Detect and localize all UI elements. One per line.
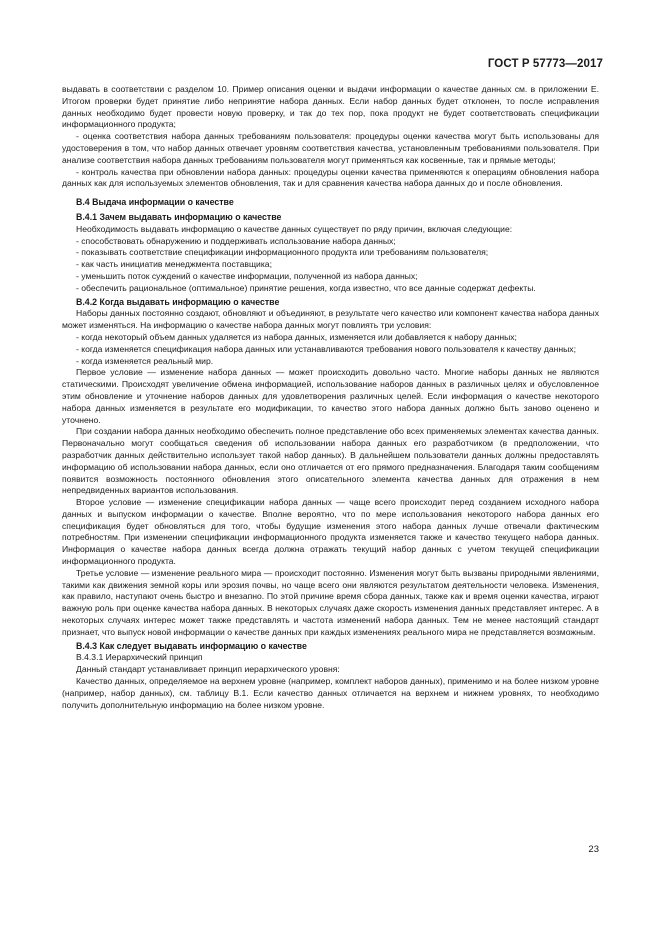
clause-title: В.4.3.1 Иерархический принцип (76, 652, 203, 663)
page-body (62, 84, 599, 711)
paragraph: Первое условие — изменение набора данных — может происходить довольно часто. Многие наборы данных не являются статическими. Происходят увеличение обмена информацией, использование наборов данных в различных целях и обусловленное этим обновление и уточнение наборов данных для удовлетворения различных целей. Если информация о качестве некоторого набора данных изменяется в результате его модификации, то качество этого набора данных должно быть заново оценено и уточнено. (62, 367, 599, 425)
paragraph: Третье условие — изменение реального мира — происходит постоянно. Изменения могут быть вызваны природными явлениями, такими как движения земной коры или эрозия почвы, но чаще всего они являются результатом деятельности человека. Изменения, как правило, наступают очень быстро и внезапно. По этой причине время сбора данных, также как и время оценки качества, играют важную роль при оценке качества набора данных. В некоторых случаях даже скорость изменения данных представляет интерес. А в некоторых случаях интерес может также представлять и частота изменений набора данных. Тем не менее настоящий стандарт признает, что выпуск новой информации о качестве данных при каждых изменениях реального мира не представляется возможным. (62, 567, 599, 637)
subsection-heading: В.4.2 Когда выдавать информацию о качестве (76, 296, 280, 307)
list-item: - контроль качества при обновлении набора данных: процедуры оценки качества применяются к операциям обновления набора данных как для используемых элементов обновления, так и для сравнения качества набора данных до и после обновления. (62, 166, 599, 189)
list-item: - как часть инициатив менеджмента поставщика; (76, 259, 272, 270)
list-item: - когда изменяется реальный мир. (76, 355, 214, 366)
paragraph: При создании набора данных необходимо обеспечить полное представление обо всех применяемых элементах качества данных. Первоначально могут сообщаться сведения об использовании набора данных его разработчиком (в предположении, что разработчик данных действительно использует такой набор данных). В дальнейшем пользователи данных должны предоставлять информацию об использовании набора данных, если оно отличается от его прямого предназначения. Благодаря таким сообщениям появится возможность постоянного обновления этого описательного элемента качества данных для отражения в нем непредвиденных вариантов использования. (62, 426, 599, 496)
standard-header: ГОСТ Р 57773—2017 (487, 58, 603, 70)
paragraph: Второе условие — изменение спецификации набора данных — чаще всего происходит перед созданием исходного набора данных и выпуском информации о качестве. Вполне вероятно, что по мере использования некоторого набора данных его спецификация будет обновляться для того, чтобы будущие изменения этого набора данных лучше отвечали фактическим потребностям. При изменении спецификации информационного продукта изменяется также и качество текущего набора данных. Информация о качестве набора данных всегда должна отражать текущий набор данных с учетом текущей спецификации информационного продукта. (62, 497, 599, 567)
paragraph: Данный стандарт устанавливает принцип иерархического уровня: (76, 664, 340, 675)
list-item: - когда некоторый объем данных удаляется из набора данных, изменяется или добавляется к набору данных; (76, 331, 517, 342)
subsection-heading: В.4.3 Как следует выдавать информацию о качестве (76, 640, 307, 651)
page-number: 23 (588, 844, 599, 855)
list-item: - показывать соответствие спецификации информационного продукта или требованиям пользователя; (76, 247, 489, 258)
section-heading: В.4 Выдача информации о качестве (76, 197, 234, 208)
subsection-heading: В.4.1 Зачем выдавать информацию о качестве (76, 211, 282, 222)
list-item: - оценка соответствия набора данных требованиям пользователя: процедуры оценки качества могут быть использованы для удостоверения в том, что набор данных отвечает уровням соответствия качества, установленным требованиями пользователя. При анализе соответствия набора данных требованиям пользователя могут применяться как косвенные, так и прямые методы; (62, 131, 599, 165)
list-item: - обеспечить рациональное (оптимальное) принятие решения, когда известно, что все данные содержат дефекты. (76, 282, 536, 293)
paragraph: выдавать в соответствии с разделом 10. Пример описания оценки и выдачи информации о качестве данных см. в приложении Е. Итогом проверки будет принятие либо непринятие набора данных. Если набор данных будет отклонен, то после исправления данных необходимо будет провести новую проверку, и так до тех пор, пока продукт не будет соответствовать спецификации информационного продукта; (62, 84, 599, 130)
list-item: - уменьшить поток суждений о качестве информации, полученной из набора данных; (76, 270, 418, 281)
paragraph: Необходимость выдавать информацию о качестве данных существует по ряду причин, включая следующие: (76, 223, 513, 234)
list-item: - когда изменяется спецификация набора данных или устанавливаются требования нового пользователя к качеству данных; (76, 343, 576, 354)
paragraph: Качество данных, определяемое на верхнем уровне (например, комплект наборов данных), применимо и на более низком уровне (например, набор данных), см. таблицу В.1. Если качество данных отличается на верхнем и нижнем уровнях, то необходимо получить дополнительную информацию на более низком уровне. (62, 676, 599, 710)
paragraph: Наборы данных постоянно создают, обновляют и объединяют, в результате чего качество или компонент качества набора данных может изменяться. На информацию о качестве набора данных могут повлиять три условия: (62, 308, 599, 331)
list-item: - способствовать обнаружению и поддерживать использование набора данных; (76, 235, 396, 246)
